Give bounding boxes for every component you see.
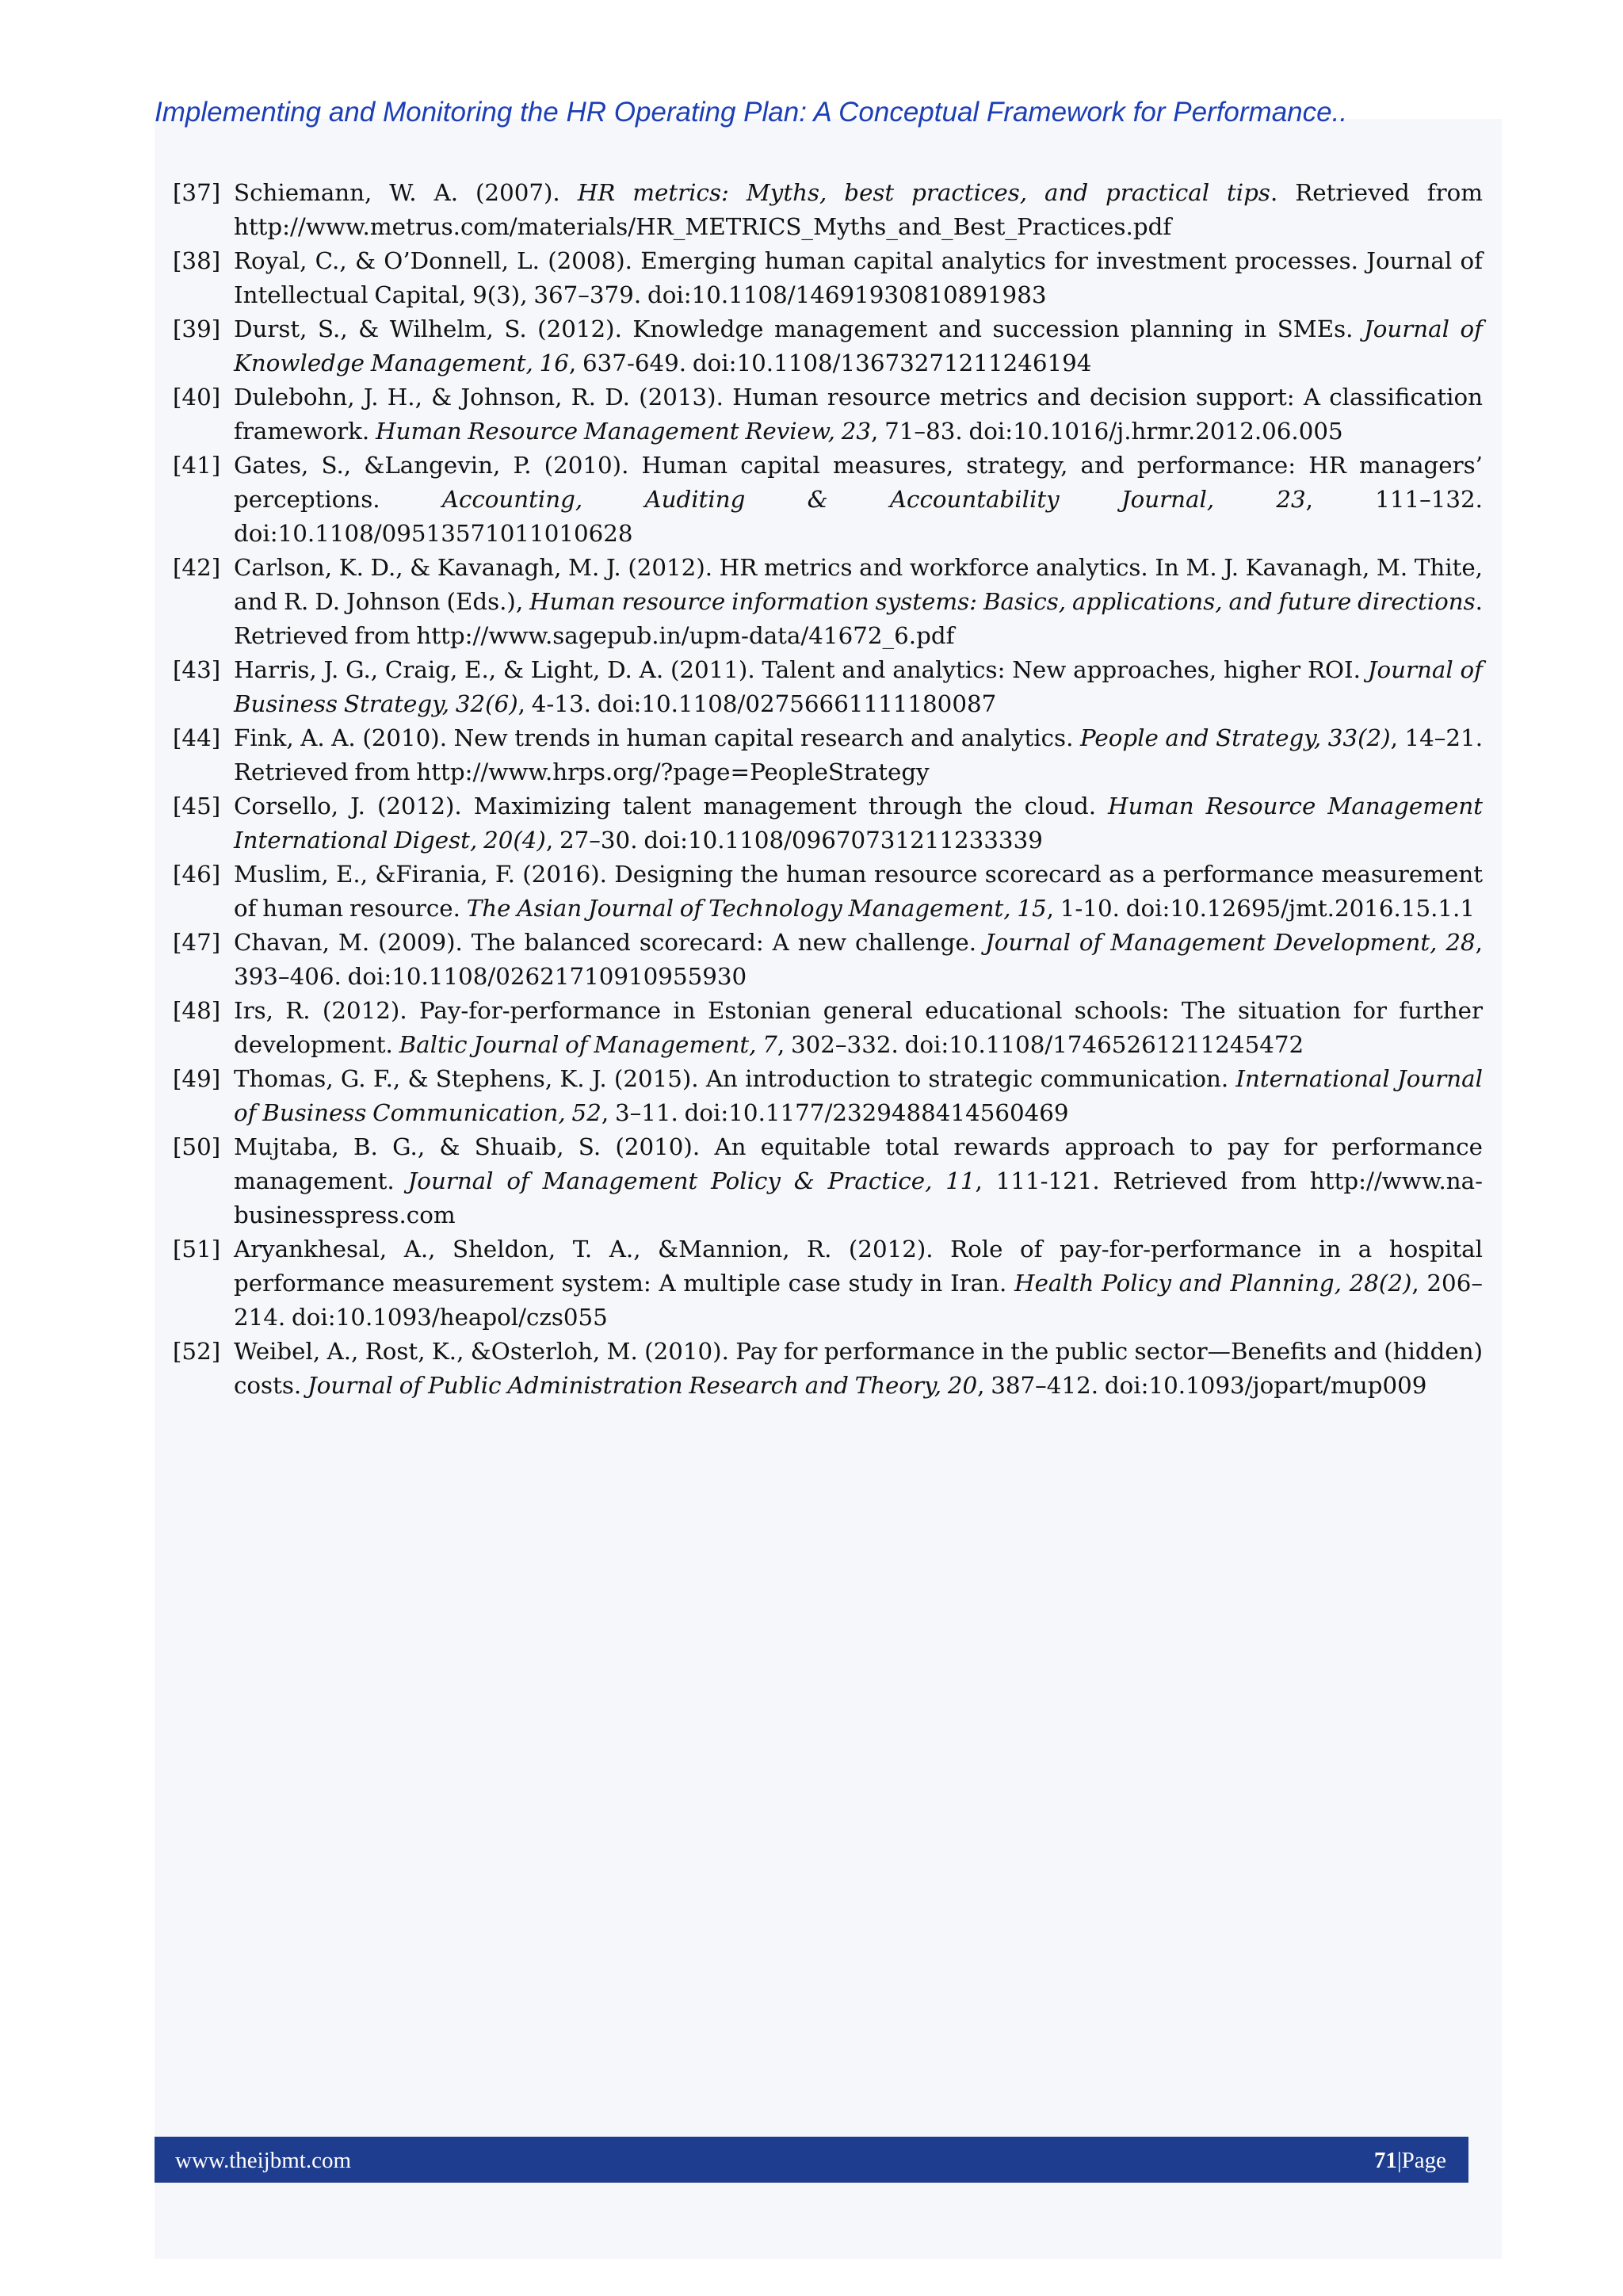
reference-segment: , 111-121. Retrieved from http://www.na-businesspress.com [234, 1167, 1483, 1228]
reference-segment: , 637-649. doi:10.1108/13673271211246194 [568, 350, 1092, 376]
reference-segment: Harris, J. G., Craig, E., & Light, D. A. (2011). Talent and analytics: New approaches, higher ROI. [234, 656, 1368, 683]
reference-number: [39] [173, 315, 221, 342]
reference-number: [44] [173, 724, 221, 751]
reference-text [234, 380, 1483, 449]
reference-number: [40] [173, 384, 221, 411]
reference-text [234, 551, 1483, 653]
reference-source-title: Journal of Knowledge Management, 16 [234, 315, 1483, 376]
reference-item [173, 1335, 1483, 1403]
reference-text [234, 176, 1483, 244]
reference-segment: , 387–412. doi:10.1093/jopart/mup009 [977, 1372, 1427, 1399]
reference-item [173, 312, 1483, 380]
reference-segment: Chavan, M. (2009). The balanced scorecard: A new challenge. [234, 929, 985, 956]
reference-number: [47] [173, 929, 221, 956]
reference-segment: , 206–214. doi:10.1093/heapol/czs055 [234, 1270, 1483, 1331]
reference-source-title: Accounting, Auditing & Accountability Journal, 23 [441, 486, 1306, 513]
reference-source-title: Journal of Management Development, 28 [985, 929, 1476, 956]
reference-number: [43] [173, 656, 221, 683]
reference-segment: , 3–11. doi:10.1177/2329488414560469 [601, 1099, 1069, 1126]
reference-segment: , 14–21. Retrieved from http://www.hrps.org/?page=PeopleStrategy [234, 724, 1484, 785]
reference-segment: Muslim, E., &Firania, F. (2016). Designing the human resource scorecard as a performance measurement of human resource. [234, 861, 1483, 922]
reference-number: [38] [173, 247, 221, 274]
reference-source-title: Human Resource Management International Digest, 20(4) [234, 793, 1483, 854]
footer-url[interactable]: www.theijbmt.com [175, 2148, 352, 2173]
reference-text [234, 789, 1483, 858]
reference-item [173, 1130, 1483, 1232]
reference-text [234, 1130, 1483, 1232]
reference-text [234, 312, 1483, 380]
reference-segment: , 27–30. doi:10.1108/09670731211233339 [545, 827, 1043, 854]
reference-segment: , 393–406. doi:10.1108/02621710910955930 [234, 929, 1483, 990]
reference-item [173, 1232, 1483, 1335]
reference-number: [49] [173, 1065, 221, 1092]
reference-item [173, 653, 1483, 721]
reference-source-title: Baltic Journal of Management, 7 [399, 1031, 777, 1058]
reference-segment: Weibel, A., Rost, K., &Osterloh, M. (2010). Pay for performance in the public sector—Benefits and (hidden) costs. [234, 1338, 1483, 1399]
reference-segment: , 71–83. doi:10.1016/j.hrmr.2012.06.005 [871, 418, 1343, 445]
reference-segment: Royal, C., & O’Donnell, L. (2008). Emerging human capital analytics for investment processes. Journal of Intellectual Capital, 9(3), 367–379. doi:10.1108/14691930810891983 [234, 247, 1483, 308]
reference-list [173, 176, 1483, 1403]
reference-item [173, 176, 1483, 244]
reference-source-title: Journal of Management Policy & Practice, 11 [407, 1167, 976, 1194]
reference-item [173, 994, 1483, 1062]
reference-segment: Mujtaba, B. G., & Shuaib, S. (2010). An equitable total rewards approach to pay for performance management. [234, 1133, 1483, 1194]
reference-item [173, 926, 1483, 994]
reference-segment: . Retrieved from http://www.sagepub.in/upm-data/41672_6.pdf [234, 588, 1483, 649]
reference-source-title: HR metrics: Myths, best practices, and practical tips [577, 179, 1270, 206]
reference-number: [50] [173, 1133, 221, 1160]
reference-number: [41] [173, 452, 221, 479]
reference-source-title: People and Strategy, 33(2) [1079, 724, 1391, 751]
reference-text [234, 1062, 1483, 1130]
reference-segment: Carlson, K. D., & Kavanagh, M. J. (2012). HR metrics and workforce analytics. In M. J. Kavanagh, M. Thite, and R. D. Johnson (Eds.), [234, 554, 1483, 615]
reference-segment: , 111–132. doi:10.1108/09513571011010628 [234, 486, 1483, 547]
reference-source-title: Human Resource Management Review, 23 [376, 418, 872, 445]
page-number: 71 [1373, 2148, 1397, 2173]
page-label: |Page [1396, 2148, 1446, 2173]
reference-item [173, 789, 1483, 858]
reference-number: [46] [173, 861, 221, 888]
reference-number: [51] [173, 1236, 221, 1263]
reference-source-title: Journal of Public Administration Research and Theory, 20 [307, 1372, 978, 1399]
running-header: Implementing and Monitoring the HR Operating Plan: A Conceptual Framework for Performance.. [155, 97, 1348, 128]
reference-segment: Corsello, J. (2012). Maximizing talent management through the cloud. [234, 793, 1109, 819]
reference-segment: . Retrieved from http://www.metrus.com/materials/HR_METRICS_Myths_and_Best_Practices.pdf [234, 179, 1483, 240]
reference-number: [52] [173, 1338, 221, 1365]
reference-number: [42] [173, 554, 221, 581]
reference-segment: , 4-13. doi:10.1108/02756661111180087 [517, 690, 997, 717]
reference-text [234, 721, 1483, 789]
reference-source-title: International Journal of Business Communication, 52 [234, 1065, 1483, 1126]
reference-segment: Aryankhesal, A., Sheldon, T. A., &Mannion, R. (2012). Role of pay-for-performance in a hospital performance measurement system: A multiple case study in Iran. [234, 1236, 1483, 1297]
reference-text [234, 653, 1483, 721]
reference-source-title: Human resource information systems: Basics, applications, and future directions [529, 588, 1476, 615]
reference-segment: Fink, A. A. (2010). New trends in human capital research and analytics. [234, 724, 1080, 751]
reference-text [234, 926, 1483, 994]
reference-text [234, 1335, 1483, 1403]
reference-item [173, 244, 1483, 312]
reference-source-title: Health Policy and Planning, 28(2) [1014, 1270, 1412, 1297]
reference-text [234, 858, 1483, 926]
reference-segment: Thomas, G. F., & Stephens, K. J. (2015). An introduction to strategic communication. [234, 1065, 1236, 1092]
reference-text [234, 244, 1483, 312]
reference-number: [48] [173, 997, 221, 1024]
reference-text [234, 1232, 1483, 1335]
reference-number: [37] [173, 179, 221, 206]
reference-item [173, 858, 1483, 926]
reference-source-title: Journal of Business Strategy, 32(6) [234, 656, 1483, 717]
reference-item [173, 449, 1483, 551]
reference-segment: Gates, S., &Langevin, P. (2010). Human capital measures, strategy, and performance: HR managers’ perceptions. [234, 452, 1483, 513]
reference-item [173, 380, 1483, 449]
reference-item [173, 1062, 1483, 1130]
reference-segment: Irs, R. (2012). Pay-for-performance in Estonian general educational schools: The situation for further development. [234, 997, 1483, 1058]
reference-source-title: The Asian Journal of Technology Management, 15 [466, 895, 1047, 922]
reference-segment: Dulebohn, J. H., & Johnson, R. D. (2013). Human resource metrics and decision support: A classification framework. [234, 384, 1483, 445]
reference-number: [45] [173, 793, 221, 819]
reference-text [234, 994, 1483, 1062]
footer-page-number [1374, 2148, 1446, 2174]
reference-segment: Schiemann, W. A. (2007). [234, 179, 578, 206]
reference-item [173, 551, 1483, 653]
reference-text [234, 449, 1483, 551]
reference-segment: , 302–332. doi:10.1108/17465261211245472 [777, 1031, 1304, 1058]
reference-segment: Durst, S., & Wilhelm, S. (2012). Knowledge management and succession planning in SMEs. [234, 315, 1365, 342]
reference-item [173, 721, 1483, 789]
reference-segment: , 1-10. doi:10.12695/jmt.2016.15.1.1 [1046, 895, 1476, 922]
page-footer [155, 2137, 1468, 2183]
